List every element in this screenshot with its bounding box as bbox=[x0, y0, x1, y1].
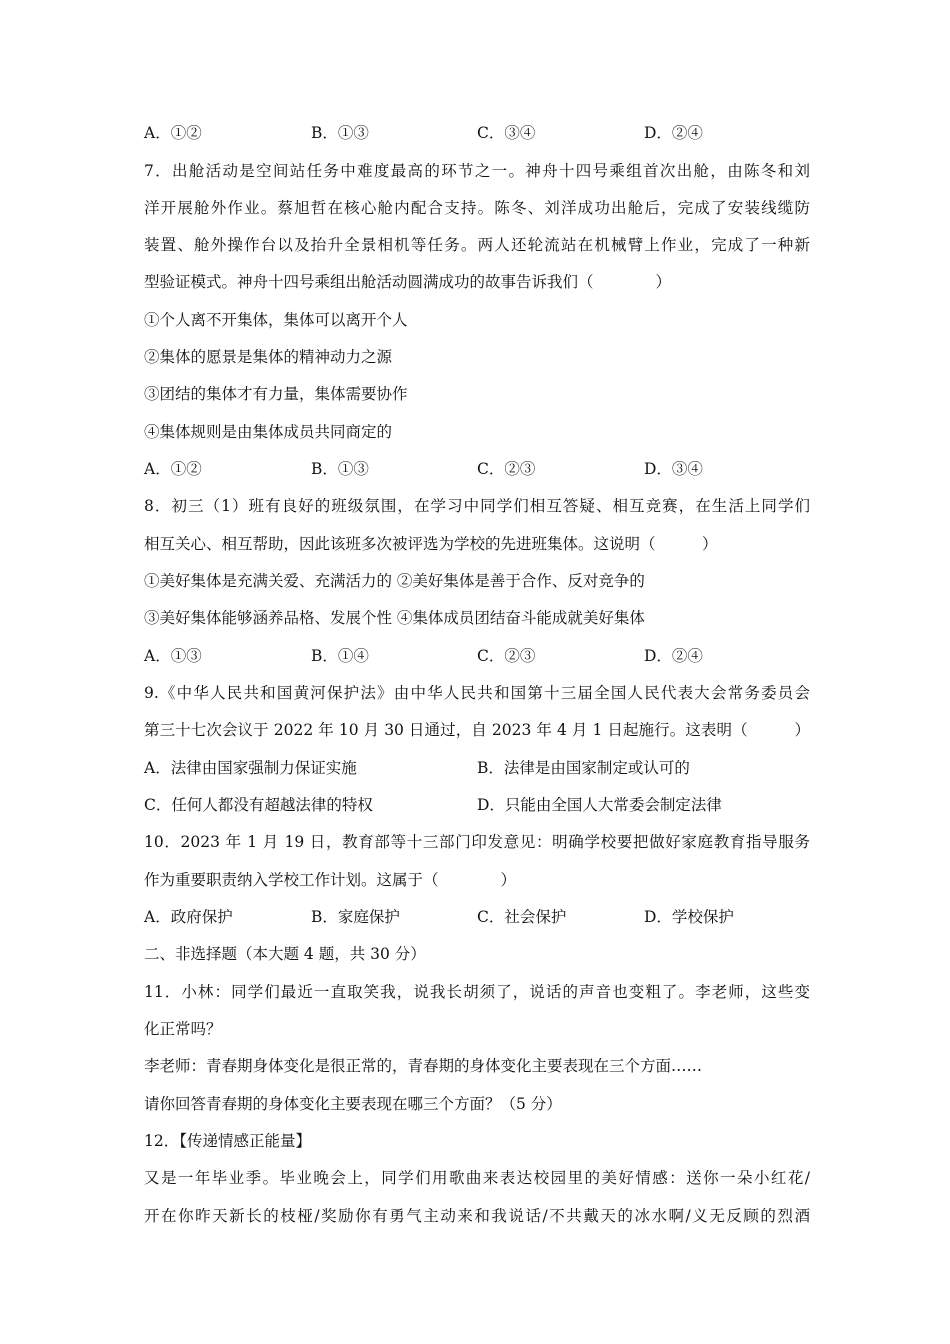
q11-line-4: 请你回答青春期的身体变化主要表现在哪三个方面？（5 分） bbox=[144, 1095, 562, 1113]
q6-option-a: A．①② bbox=[144, 124, 202, 142]
q12-line-2: 开在你昨天新长的枝桠/奖励你有勇气主动来和我说话/不共戴天的冰水啊/义无反顾的烈酒 bbox=[144, 1207, 810, 1225]
q11-line-3: 李老师：青春期身体变化是很正常的，青春期的身体变化主要表现在三个方面…… bbox=[144, 1057, 703, 1075]
q7-option-d: D．③④ bbox=[644, 460, 703, 478]
q9-stem-line-1: 9.《中华人民共和国黄河保护法》由中华人民共和国第十三届全国人民代表大会常务委员会 bbox=[144, 684, 810, 702]
q7-statement-3: ③团结的集体才有力量，集体需要协作 bbox=[144, 385, 408, 403]
q12-title: 12．【传递情感正能量】 bbox=[144, 1132, 311, 1150]
q7-option-b: B．①③ bbox=[311, 460, 369, 478]
q9-option-c: C．任何人都没有超越法律的特权 bbox=[144, 796, 373, 814]
q7-stem-line-3: 装置、舱外操作台以及抬升全景相机等任务。两人还轮流站在机械臂上作业，完成了一种新 bbox=[144, 236, 810, 254]
q9-stem-line-2: 第三十七次会议于 2022 年 10 月 30 日通过，自 2023 年 4 月 1 日起施行。这表明（ ） bbox=[144, 721, 810, 739]
section-2-heading: 二、非选择题（本大题 4 题，共 30 分） bbox=[144, 945, 426, 963]
q6-option-c: C．③④ bbox=[477, 124, 536, 142]
q8-stem-line-1: 8．初三（1）班有良好的班级氛围，在学习中同学们相互答疑、相互竞赛，在生活上同学们 bbox=[144, 497, 810, 515]
q7-stem-line-2: 洋开展舱外作业。蔡旭哲在核心舱内配合支持。陈冬、刘洋成功出舱后，完成了安装线缆防 bbox=[144, 199, 810, 217]
q11-line-1: 11．小林：同学们最近一直取笑我，说我长胡须了，说话的声音也变粗了。李老师，这些变 bbox=[144, 983, 810, 1001]
q10-option-c: C．社会保护 bbox=[477, 908, 567, 926]
q7-statement-2: ②集体的愿景是集体的精神动力之源 bbox=[144, 348, 393, 366]
q12-line-1: 又是一年毕业季。毕业晚会上，同学们用歌曲来表达校园里的美好情感：送你一朵小红花/ bbox=[144, 1169, 810, 1187]
q8-statement-2: ③美好集体能够涵养品格、发展个性 ④集体成员团结奋斗能成就美好集体 bbox=[144, 609, 645, 627]
q10-stem-line-1: 10．2023 年 1 月 19 日，教育部等十三部门印发意见：明确学校要把做好家庭教育指导服务 bbox=[144, 833, 810, 851]
q10-stem-line-2: 作为重要职责纳入学校工作计划。这属于（ ） bbox=[144, 871, 517, 889]
q10-option-d: D．学校保护 bbox=[644, 908, 734, 926]
q11-line-2: 化正常吗？ bbox=[144, 1020, 222, 1038]
q10-option-a: A．政府保护 bbox=[144, 908, 233, 926]
q7-option-c: C．②③ bbox=[477, 460, 536, 478]
q7-statement-1: ①个人离不开集体，集体可以离开个人 bbox=[144, 311, 408, 329]
q8-statement-1: ①美好集体是充满关爱、充满活力的 ②美好集体是善于合作、反对竞争的 bbox=[144, 572, 645, 590]
q7-option-a: A．①② bbox=[144, 460, 202, 478]
q6-option-d: D．②④ bbox=[644, 124, 703, 142]
q6-option-b: B．①③ bbox=[311, 124, 369, 142]
q7-stem-line-4: 型验证模式。神舟十四号乘组出舱活动圆满成功的故事告诉我们（ ） bbox=[144, 273, 672, 291]
q8-option-c: C．②③ bbox=[477, 647, 536, 665]
q7-stem-line-1: 7．出舱活动是空间站任务中难度最高的环节之一。神舟十四号乘组首次出舱，由陈冬和刘 bbox=[144, 162, 810, 180]
q8-stem-line-2: 相互关心、相互帮助，因此该班多次被评选为学校的先进班集体。这说明（ ） bbox=[144, 535, 718, 553]
q8-option-a: A．①③ bbox=[144, 647, 202, 665]
q8-option-d: D．②④ bbox=[644, 647, 703, 665]
q9-option-b: B．法律是由国家制定或认可的 bbox=[477, 759, 690, 777]
q10-option-b: B．家庭保护 bbox=[311, 908, 400, 926]
q9-option-d: D．只能由全国人大常委会制定法律 bbox=[477, 796, 722, 814]
q9-option-a: A．法律由国家强制力保证实施 bbox=[144, 759, 357, 777]
q8-option-b: B．①④ bbox=[311, 647, 369, 665]
q7-statement-4: ④集体规则是由集体成员共同商定的 bbox=[144, 423, 393, 441]
